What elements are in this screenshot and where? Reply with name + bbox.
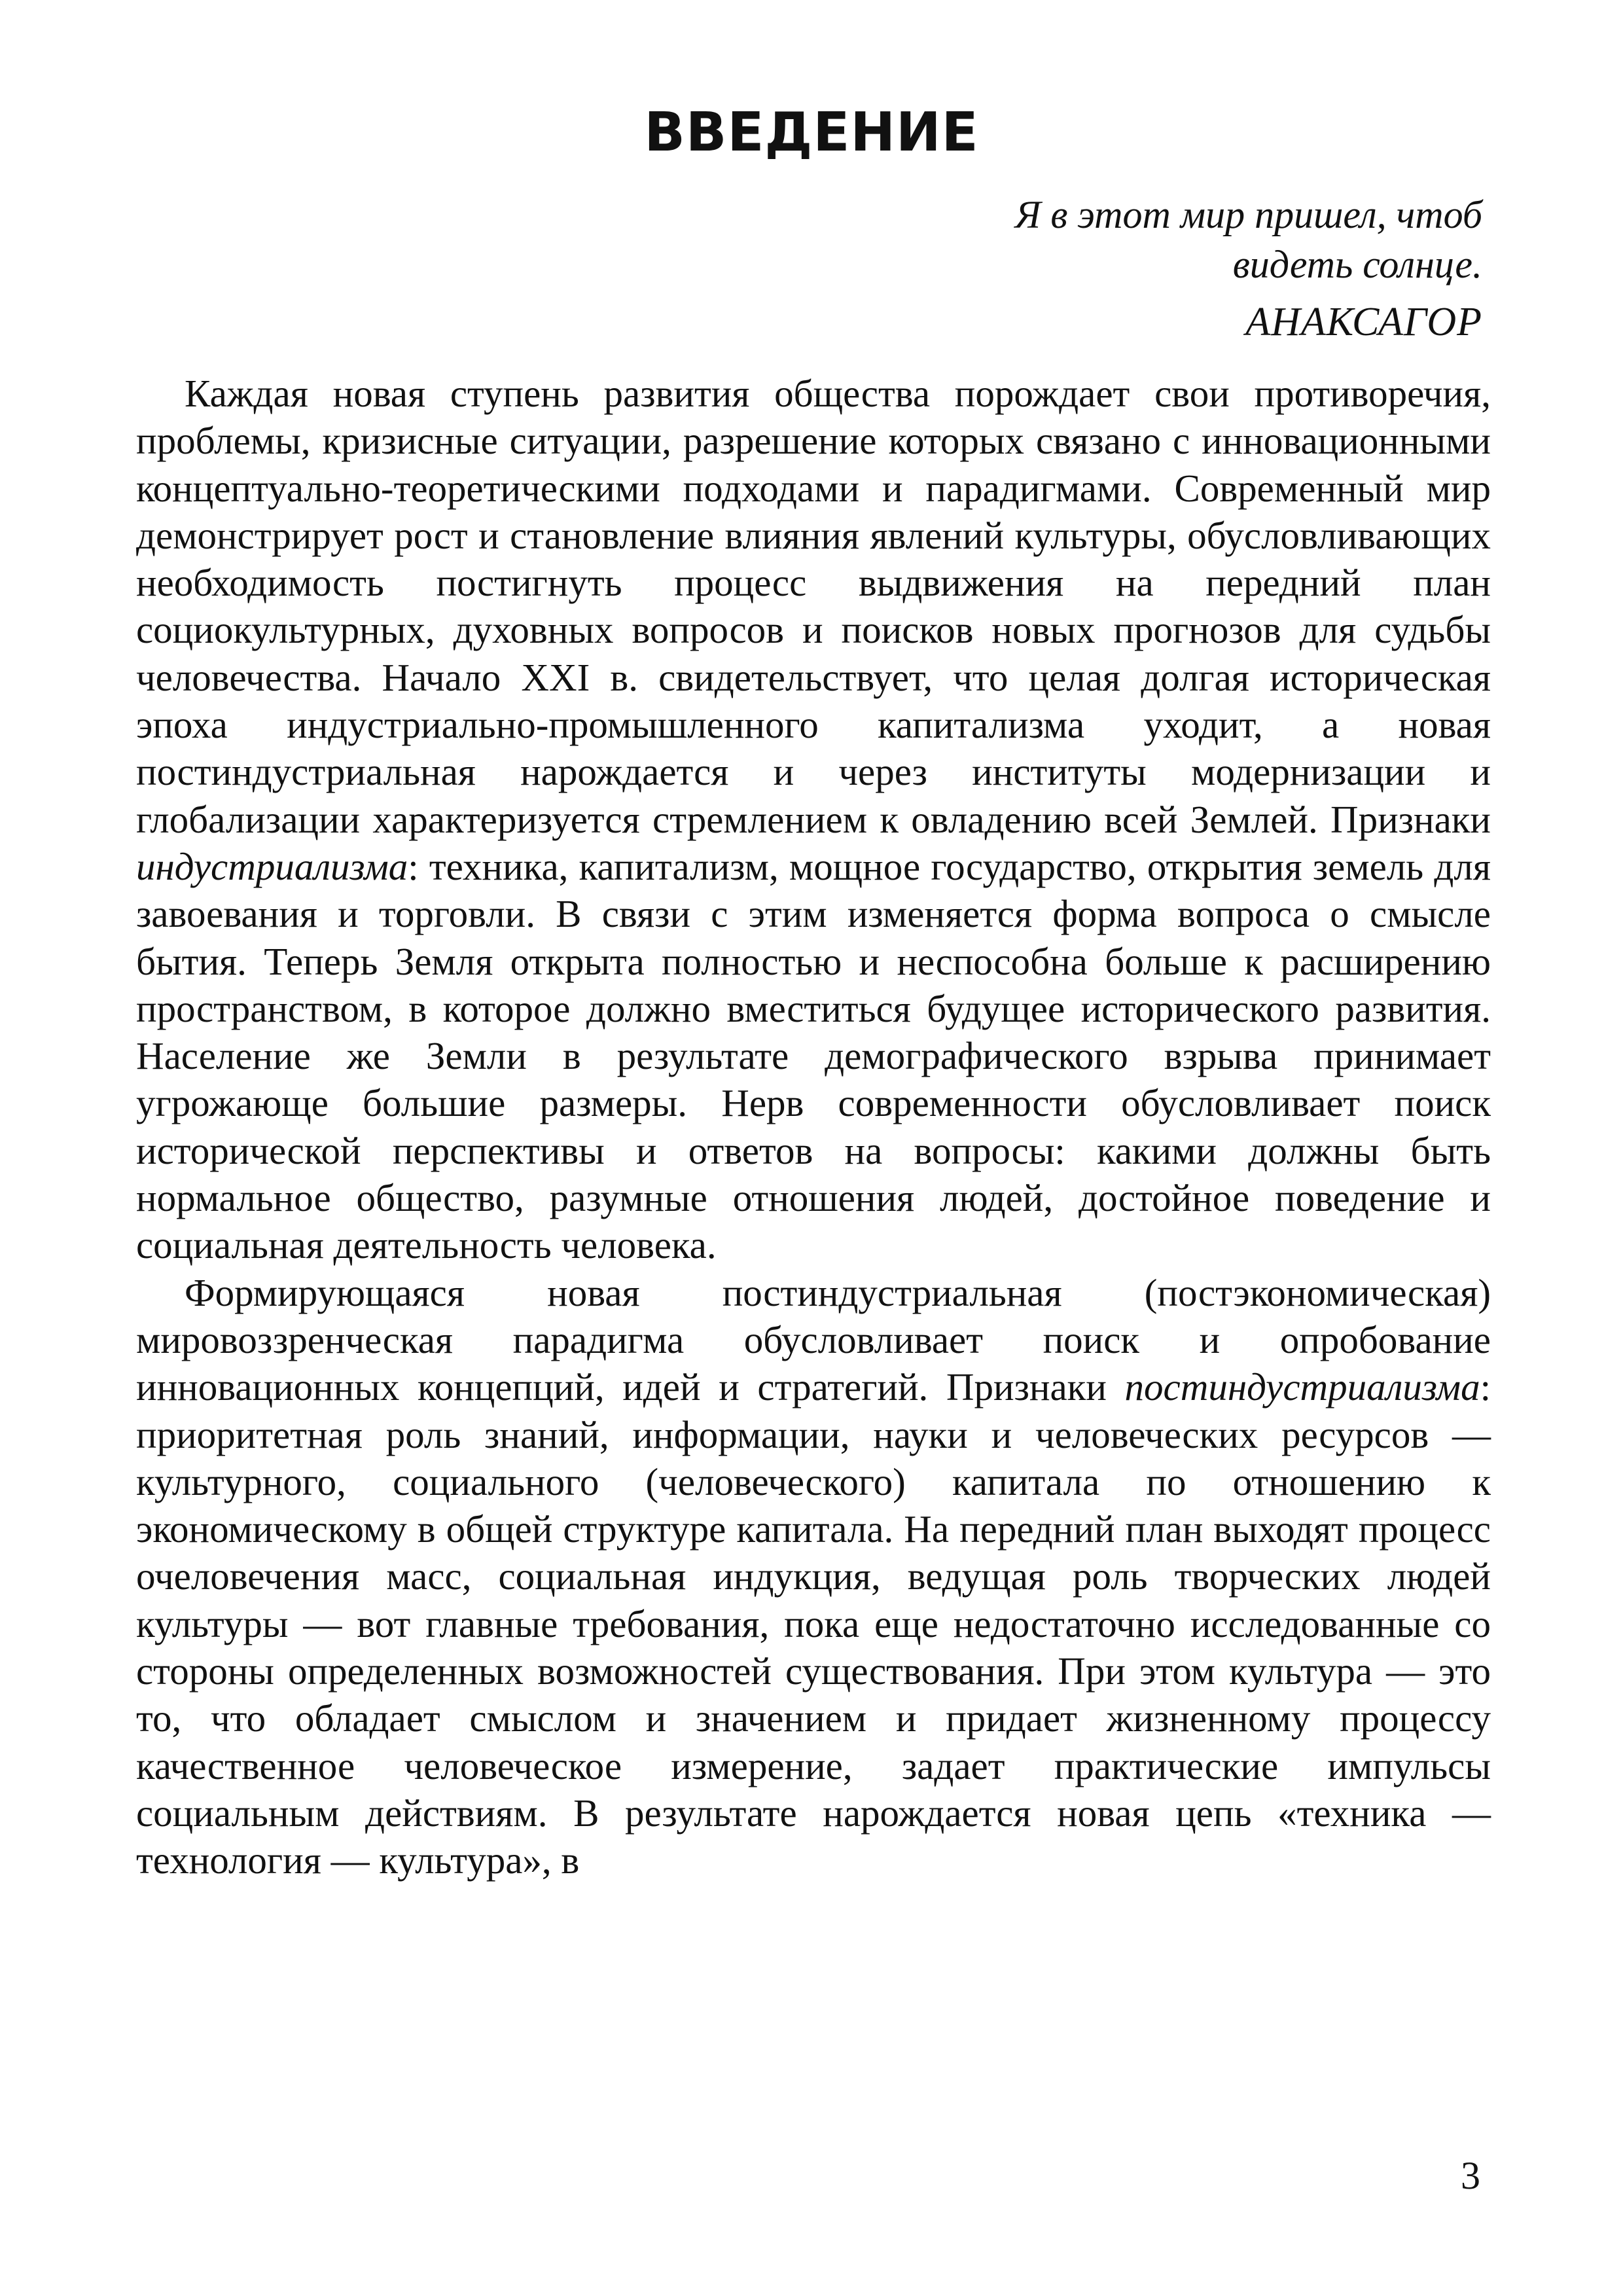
page-title: ВВЕДЕНИЕ [644, 101, 979, 164]
paragraph-1-text-a: Каждая новая ступень развития общества порождает свои противоречия, проблемы, кризисные ситуации, разрешение которых связано с инновационными концептуально-теоретическими подходами и парадигмами. Современный мир демонстрирует рост и становление влияния явлений культуры, обусловливающих необходимость постигнуть процесс выдвижения на передний план социокультурных, духовных вопросов и поисков новых прогнозов для судьбы человечества. Начало XXI в. свидетельствует, что целая долгая историческая эпоха индустриально-промышленного капитализма уходит, а новая постиндустриальная нарождается и через институты модернизации и глобализации характеризуется стремлением к овладению всей Землей. Признаки [136, 372, 1491, 841]
paragraph-2-text-b: : приоритетная роль знаний, информации, науки и человеческих ресурсов — культурного, социального (человеческого) капитала по отношению к экономическому в общей структуре капитала. На передний план выходят процесс очеловечения масс, социальная индукция, ведущая роль творческих людей культуры — вот главные требования, пока еще недостаточно исследованные со стороны определенных возможностей существования. При этом культура — это то, что обладает смыслом и значением и придает жизненному процессу качественное человеческое измерение, задает практические импульсы социальным действиям. В результате нарождается новая цепь «техника — технология — культура», в [136, 1365, 1491, 1882]
epigraph-author: АНАКСАГОР [1245, 300, 1482, 344]
paragraph-2-text-a: Формирующаяся новая постиндустриальная (постэкономическая) мировоззренческая парадигма обусловливает поиск и опробование инновационных концепций, идей и стратегий. Признаки [136, 1270, 1491, 1409]
epigraph [1015, 190, 1482, 347]
paragraph-1 [136, 370, 1491, 1269]
epigraph-line-1: Я в этот мир пришел, чтоб [1014, 193, 1482, 236]
paragraph-1-text-b: : техника, капитализм, мощное государство, открытия земель для завоевания и торговли. В связи с этим изменяется форма вопроса о смысле бытия. Теперь Земля открыта полностью и неспособна больше к расширению пространством, в которое должно вместиться будущее исторического развития. Население же Земли в результате демографического взрыва принимает угрожающе большие размеры. Нерв современности обусловливает поиск исторической перспективы и ответов на вопросы: какими должны быть нормальное общество, разумные отношения людей, достойное поведение и социальная деятельность человека. [136, 844, 1491, 1267]
body-text [136, 370, 1491, 1884]
page-number: 3 [1461, 2154, 1480, 2197]
paragraph-1-emphasis: индустриализма [136, 844, 408, 888]
paragraph-2 [136, 1269, 1491, 1884]
epigraph-line-2: видеть солнце. [1232, 243, 1482, 286]
paragraph-2-emphasis: постиндустриализма [1124, 1365, 1480, 1409]
